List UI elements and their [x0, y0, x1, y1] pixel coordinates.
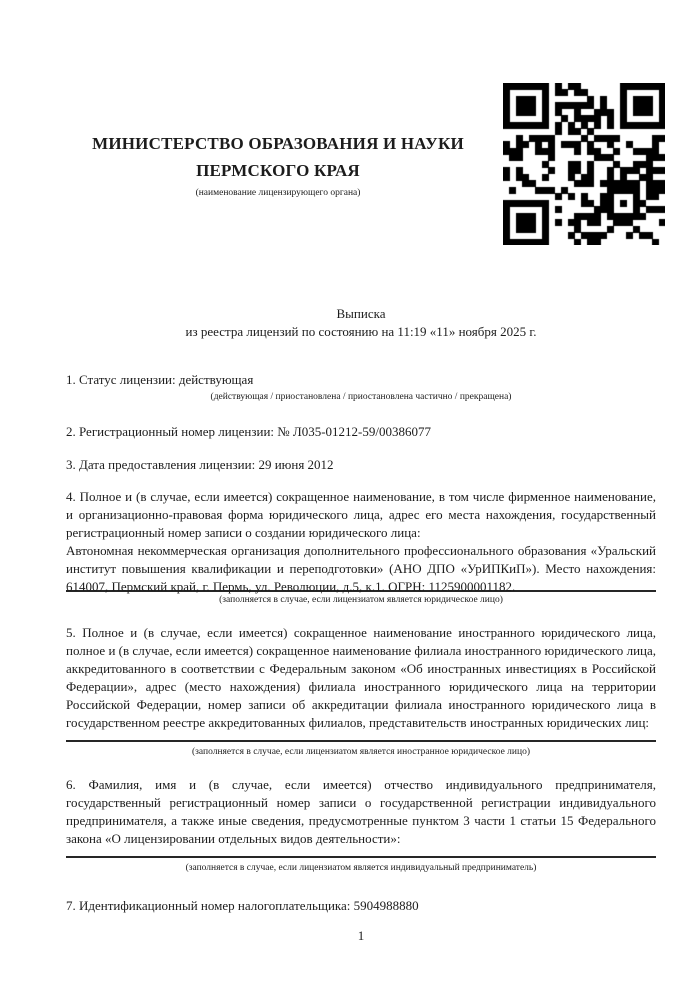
item-foreign-entity — [66, 624, 656, 759]
fill-in-rule — [66, 740, 656, 742]
issuing-authority-line2: ПЕРМСКОГО КРАЯ — [196, 161, 360, 180]
item-individual-entrepreneur — [66, 776, 656, 875]
foreign-entity-label: 5. Полное и (в случае, если имеется) сокращенное наименование иностранного юридического лица, полное и (в случае, если имеется) сокращенное наименование филиала иностранного юридического лица, аккредитованного в соответствии с Федеральным законом «Об иностранных инвестициях в Российской Федерации», адрес (место нахождения) филиала иностранного юридического лица на территории Российской Федерации, номер записи об аккредитации филиала иностранного юридического лица в государственном реестре аккредитованных филиалов, представительств иностранных юридических лиц: — [66, 625, 656, 730]
item-taxpayer-number — [66, 897, 656, 915]
page-number: 1 — [357, 928, 365, 943]
legal-entity-label: 4. Полное и (в случае, если имеется) сокращенное наименование, в том числе фирменное наименование, и организационно-правовая форма юридического лица, адрес его места нахождения, государственный регистрационный номер записи о создании юридического лица: — [66, 489, 656, 540]
item-legal-entity — [66, 488, 656, 607]
item-license-date — [66, 456, 656, 474]
qr-code-icon — [503, 83, 665, 245]
item-license-status — [66, 371, 656, 404]
issuing-authority-caption: (наименование лицензирующего органа) — [195, 188, 361, 198]
document-subtitle: из реестра лицензий по состоянию на 11:19 «11» ноября 2025 г. — [185, 324, 537, 339]
license-date-text: 3. Дата предоставления лицензии: 29 июня 2012 — [66, 457, 334, 472]
item-registration-number — [66, 423, 656, 441]
individual-entrepreneur-label: 6. Фамилия, имя и (в случае, если имеется) отчество индивидуального предпринимателя, государственный регистрационный номер записи о государственной регистрации индивидуального предпринимателя, а также иные сведения, предусмотренные пунктом 3 части 1 статьи 15 Федерального закона «О лицензировании отдельных видов деятельности»: — [66, 777, 656, 846]
individual-entrepreneur-blank-value — [66, 848, 656, 856]
individual-entrepreneur-caption: (заполняется в случае, если лицензиатом является индивидуальный предприниматель) — [185, 863, 537, 873]
issuing-authority-line1: МИНИСТЕРСТВО ОБРАЗОВАНИЯ И НАУКИ — [92, 134, 464, 153]
legal-entity-caption: (заполняется в случае, если лицензиатом является юридическое лицо) — [219, 595, 503, 605]
registration-number-text: 2. Регистрационный номер лицензии: № Л035-01212-59/00386077 — [66, 424, 432, 439]
taxpayer-number-text: 7. Идентификационный номер налогоплательщика: 5904988880 — [66, 898, 419, 913]
foreign-entity-caption: (заполняется в случае, если лицензиатом является иностранное юридическое лицо) — [192, 747, 530, 757]
document-body — [66, 305, 656, 945]
document-header — [66, 130, 490, 200]
license-status-options-caption: (действующая / приостановлена / приостановлена частично / прекращена) — [210, 392, 512, 402]
foreign-entity-blank-value — [66, 732, 656, 740]
document-title: Выписка — [336, 306, 386, 321]
fill-in-rule — [66, 856, 656, 858]
license-status-text: 1. Статус лицензии: действующая — [66, 372, 254, 387]
legal-entity-value: Автономная некоммерческая организация дополнительного профессионального образования «Уральский институт повышения квалификации и переподготовки» (АНО ДПО «УрИПКиП»). Место нахождения: 614007, Пермский край, г. Пермь, ул. Революции, д.5, к.1. ОГРН: 1125900001182. — [66, 543, 656, 594]
